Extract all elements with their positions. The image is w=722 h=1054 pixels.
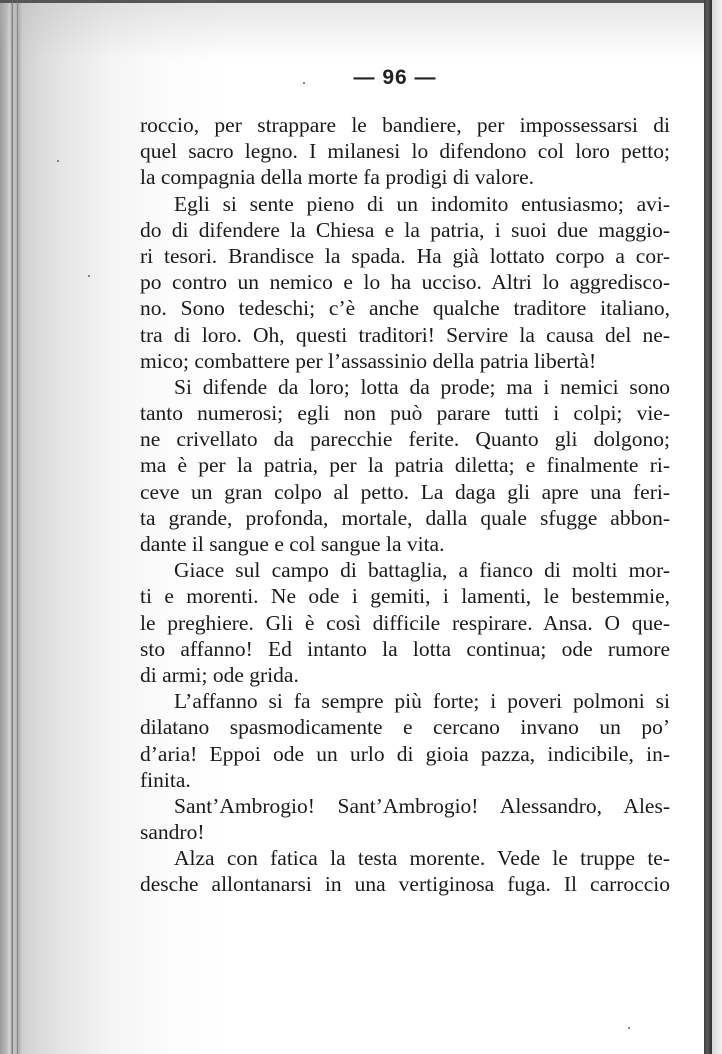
text-line: Si difende da loro; lotta da prode; ma i nemici sono: [174, 374, 670, 399]
text-line: tra di loro. Oh, questi traditori! Servire la causa del ne-: [140, 322, 670, 347]
text-line: do di difendere la Chiesa e la patria, i suoi due maggio-: [140, 217, 670, 242]
text-line: ne crivellato da parecchie ferite. Quanto gli dolgono;: [140, 427, 670, 452]
text-line: Alza con fatica la testa morente. Vede le truppe te-: [174, 846, 670, 871]
right-scan-margin: [712, 0, 722, 1054]
text-line: ti e morenti. Ne ode i gemiti, i lamenti, le bestemmie,: [140, 584, 670, 609]
text-line: sandro!: [140, 820, 205, 845]
paper-speck: [628, 1027, 630, 1029]
text-line: ta grande, profonda, mortale, dalla quale sfugge abbon-: [140, 505, 670, 530]
text-line: roccio, per strappare le bandiere, per impossessarsi di: [140, 113, 670, 137]
text-line: Giace sul campo di battaglia, a fianco di molti mor-: [174, 558, 670, 583]
text-line: ri tesori. Brandisce la spada. Ha già lottato corpo a cor-: [140, 243, 670, 268]
paper-speck: [88, 275, 90, 277]
text-line: le preghiere. Gli è così difficile respirare. Ansa. O que-: [140, 610, 670, 635]
text-line: mico; combattere per l’assassinio della patria libertà!: [140, 348, 597, 373]
page-number: — 96 —: [353, 66, 437, 89]
top-scan-edge: [0, 0, 722, 3]
text-line: di armi; ode grida.: [140, 662, 299, 687]
paper-speck: [57, 160, 59, 162]
text-line: desche allontanarsi in una vertiginosa fuga. Il carroccio: [140, 872, 670, 897]
body-text: [140, 112, 670, 898]
text-line: dilatano spasmodicamente e cercano invano un po’: [140, 715, 670, 740]
text-line: dante il sangue e col sangue la vita.: [140, 532, 445, 556]
binding-line: [17, 0, 18, 1054]
text-line: la compagnia della morte fa prodigi di valore.: [140, 165, 535, 190]
text-line: Sant’Ambrogio! Sant’Ambrogio! Alessandro, Ales-: [174, 793, 670, 818]
right-page-edge-shadow: [704, 0, 712, 1054]
binding-line: [12, 0, 13, 1054]
text-line: ceve un gran colpo al petto. La daga gli apre una feri-: [140, 479, 670, 504]
text-line: no. Sono tedeschi; c’è anche qualche traditore italiano,: [140, 296, 670, 321]
text-line: tanto numerosi; egli non può parare tutti i colpi; vie-: [140, 401, 670, 426]
text-line: finita.: [140, 767, 191, 792]
text-line: po contro un nemico e lo ha ucciso. Altri lo aggredisco-: [140, 270, 670, 295]
top-scan-shadow: [0, 0, 722, 60]
text-line: L’affanno si fa sempre più forte; i poveri polmoni si: [174, 689, 670, 714]
text-line: quel sacro legno. I milanesi lo difendono col loro petto;: [140, 139, 670, 164]
text-line: d’aria! Eppoi ode un urlo di gioia pazza, indicibile, in-: [140, 741, 670, 766]
text-line: Egli si sente pieno di un indomito entusiasmo; avi-: [174, 191, 670, 216]
text-line: ma è per la patria, per la patria diletta; e finalmente ri-: [140, 453, 670, 478]
text-line: sto affanno! Ed intanto la lotta continua; ode rumore: [140, 636, 670, 661]
